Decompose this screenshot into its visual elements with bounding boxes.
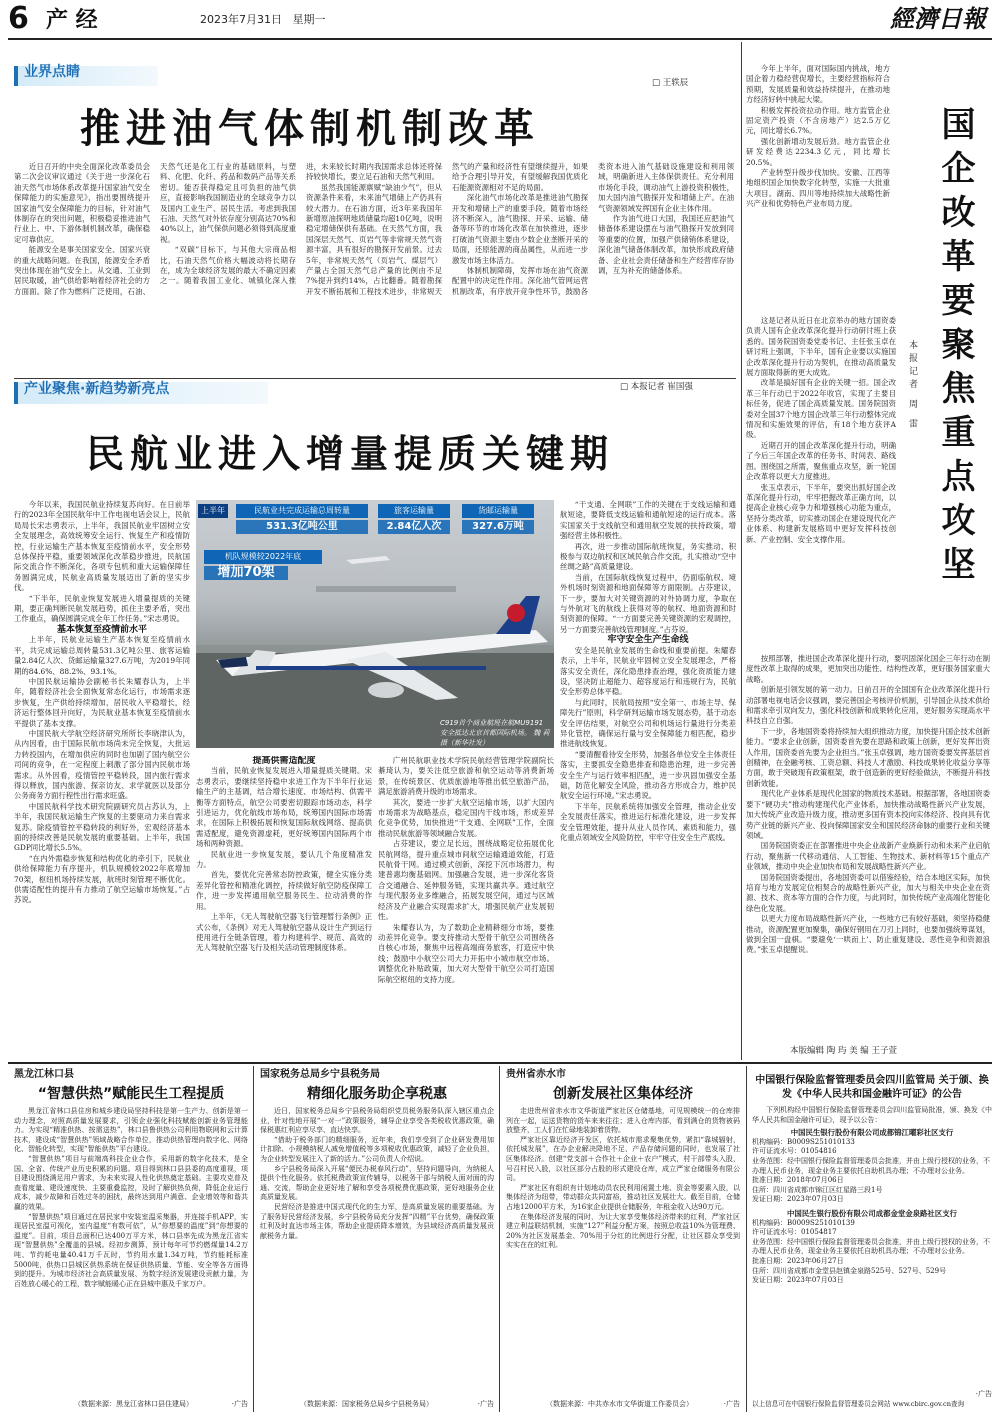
right-para: 这是记者从近日在北京举办的地方国资委负责人国有企业改革深化提升行动研讨班上获悉的。国务院国资委党委书记、主任张玉卓在研讨班上强调，下半年，国有企业要以实施国企改革深化提升行动为契机，在推动高质量发展方面取得新的更大成效。 (746, 316, 896, 378)
notice-entry-line: 业务范围：经中国银行保险监督管理委员会批准，并由上级行授权的业务，不办理人民币业务，现金业务主要依托自助机具办理；不办理对公业务。 (752, 1237, 990, 1256)
ads-divider-1 (253, 1066, 254, 1412)
right-para: 今年上半年，面对国际国内挑战，地方国企着力稳经营促增长，主要经营指标符合预期，发展质量和效益持续提升，在推动地方经济好转中挑起大梁。 (746, 64, 890, 105)
issue-date-group (200, 14, 326, 25)
top-para: “双碳”目标下，与其他大宗商品相比，石油天然气价格大幅波动将长期存在，成为全球经济发展的最大不确定因素之一。随着我国工业化、城镇化深入推进，未来较长时期内我国需求总体还将保持较快增长，要立足石油和天然气利用。 (160, 162, 442, 286)
top-para: 近日召开的中央全面深化改革委员会第二次会议审议通过《关于进一步深化石油天然气市场体系改革提升国家油气安全保障能力的实施意见》，指出要围绕提升国家油气安全保障能力的目标，针对油气体制存在的突出问题，积极稳妥推进油气行业上、中、下游体制机制改革，确保稳定可靠供应。 (14, 162, 150, 244)
main-subhead-safety: 牢守安全生产生命线 (607, 635, 689, 646)
photo-stat-2-label: 旅客运输量 (378, 504, 450, 518)
main-subhead-recovery: 基本恢复至疫情前水平 (56, 624, 147, 635)
top-para: 深化油气市场化改革是推进油气勘探开发和增储上产的重要手段。随着市场经济不断深入，油气勘探、开采、运输、储备等环节的市场化改革在加快推进，逐步打破油气资源主要由少数企业垄断开采的局面，还原能源的商品属性，从而进一步激发市场主体活力。 (452, 193, 588, 265)
main-para: 上半年，《无人驾驶航空器飞行管理暂行条例》正式公布，《条例》对无人驾驶航空器从设计生产到运行使用进行全链条管理，着力构建科学、规范、高效的无人驾驶航空器飞行及相关活动管理制度体系。 (196, 912, 372, 953)
ad-region: 贵州省赤水市 (506, 1069, 566, 1080)
top-byline: □ 王轶辰 (652, 78, 689, 88)
main-para: 与此同时，民航局按照“安全第一、市场主导、保障先行”原则，科学研判运输市场发展态势，基于动态安全评估结果，对航空公司和机场运行量进行分类差异化管控，确保运行量与安全保障能力相匹配，稳步推进航线恢复。 (560, 697, 736, 749)
notice-entry (752, 1128, 992, 1205)
main-para: 再次，进一步推动国际航班恢复，务实推动、积极参与双边航权和区域民航合作交流，扎实推动“空中丝绸之路”高质量建设。 (560, 541, 736, 572)
right-para: 张玉卓表示，下半年，要突出抓好国企改革深化提升行动，牢牢把握改革正确方向，以提高企业核心竞争力和增强核心功能为重点，坚持分类改革，切实推动国企在建设现代化产业体系、构建新发展格局中更好发挥科技创新、产业控制、安全支撑作用。 (746, 482, 896, 544)
issue-date: 2023年7月31日 (200, 13, 282, 26)
ad-mark: ·广告 (231, 1400, 248, 1408)
ad-xiangning-tax (260, 1068, 494, 1410)
right-column-divider (741, 42, 742, 1060)
notice-entry-line: 发证日期：2023年07月03日 (752, 1276, 844, 1285)
ad-mark: ·广告 (477, 1400, 494, 1408)
right-col-top-text (746, 64, 890, 314)
ad-heilongjiang (14, 1068, 248, 1410)
main-col-2 (196, 756, 372, 998)
main-headline: 民航业进入增量提质关键期 (86, 432, 615, 476)
ad-para: 在集体经济发展的同时，为让大家享受集体经济带来的红利，严家社区建立利益联结机制，实施“127”利益分配方案，按照总收益10%为管理费、20%为社区发展基金、70%用于分红的比例进行分配，让社区群众享受到实实在在的红利。 (506, 1212, 740, 1250)
main-subhead-supply: 提高供需适配度 (252, 756, 316, 766)
main-col-3 (378, 756, 554, 998)
notice-entry-name: 中国民生银行股份有限公司成都锦江曜彩社区支行 (790, 1128, 954, 1138)
ad-title: “智慧供热”赋能民生工程提质 (37, 1086, 225, 1102)
notice-footer: 以上信息可在中国银行保险监督管理委员会网站 www.cbirc.gov.cn查询 (752, 1400, 965, 1409)
notice-entry-line: 住所：四川省成都市锦江区红星路三段1号 (752, 1185, 883, 1194)
top-para: 虽然我国能源禀赋“缺油少气”，但从资源条件来看，未来油气增储上产仍具有较大潜力。在石油方面，近3年来我国年新增原油探明地质储量均超10亿吨，说明稳定增储保供有基础。在天然气方面，我国深层天然气、页岩气等非常规天然气资源丰富，具有很好的勘探开发前景。过去5年，非常规天然气（页岩气、煤层气）产量占全国天然气总产量的比例由不足7%提升到约14%，占比翻番。随着勘探开发不断拓展和工程技术进步，非常规天然气的产量和经济性有望继续提升，如果给予合理引导开发，有望缓解我国优质化石能源资源相对不足的局面。 (306, 162, 588, 296)
right-col-main-text (746, 316, 896, 652)
notice-entry-line: 业务范围：经中国银行保险监督管理委员会批准，并由上级行授权的业务，不办理人民币业务，现金业务主要依托自助机具办理；不办理对公业务。 (752, 1156, 990, 1175)
right-para: 按照部署，推进国企改革深化提升行动，要巩固深化国企三年行动在制度性改革上取得的成果，更加突出功能性、结构性改革，更好服务国家重大战略。 (746, 654, 990, 684)
right-para: 近期召开的国企改革深化提升行动，明确了今后三年国企改革的任务书、时间表、路线图。围绕国之所需，聚焦重点攻坚，新一轮国企改革将以更大力度推进。 (746, 440, 896, 482)
ad-body (260, 1107, 494, 1387)
main-section-tag: 产业聚焦·新趋势新亮点 (24, 381, 170, 397)
main-para: 今年以来，我国民航业持续复苏向好。在日前举行的2023年全国民航年中工作电视电话会议上，民航局局长宋志勇表示，上半年，我国民航业牢固树立安全发展理念，高效统筹安全运行、恢复生产和疫情防控，行业运输生产基本恢复至疫情前水平，安全形势总体保持平稳，重要领域深化改革稳步推进，民航国际交流合作不断深化，各项专包机和重大运输保障任务圆满完成，民航业高质量发展迈出了新的坚实步伐。 (14, 500, 190, 593)
right-para: 创新是引领发展的第一动力。日前召开的全国国有企业改革深化提升行动部署电视电话会议强调，要完善国企考核评价机制，引导国企从技术供给和需求牵引双向发力，强化科技创新和成果转化应用，更好服务实现高水平科技自立自强。 (746, 685, 990, 726)
notice-entry-line: 批准日期：2018年07月06日 (752, 1176, 844, 1185)
notice-entry-line: 批准日期：2023年06月27日 (752, 1256, 844, 1265)
main-byline: □ 本报记者 崔国强 (620, 382, 693, 392)
issue-weekday: 星期一 (292, 13, 326, 26)
right-para: 以更大力度布局战略性新兴产业，一些地方已有较好基础，须坚持稳健推动，资源配置更加聚集，确保好钢用在刀刃上同时，也要加强统筹谋划，做到全国一盘棋。“要避免‘一哄而上’、防止重复建设、恶性竞争和资源浪费。”张玉卓提醒说。 (746, 914, 990, 955)
main-para: 民航业进一步恢复发展，要认几个角度精准发力。 (196, 849, 372, 870)
right-para: 国务院国资委提出，各地国资委可以借鉴经验，结合本地区实际，加快培育与地方发展定位相契合的战略性新兴产业，加大与相关中央企业在资源、技术、资本等方面的合作力度，与此同时，加快传统产业高端化智能化绿色化发展。 (746, 872, 990, 913)
ad-para: “借助于税务部门的精细服务，近年来，我们享受到了企业研发费用加计扣除、小规模纳税人减免增值税等多项税收优惠政策，减轻了企业负担，为企业转型发展注入了新的活力。”公司负责人介绍说。 (260, 1135, 494, 1163)
main-photo (196, 500, 554, 748)
right-para: 改革是搞好国有企业的关键一招。国企改革三年行动已于2022年收官，实现了主要目标任务，促进了国企高质量发展。国务院国资委对全国37个地方国企改革三年行动整体完成情况和实施效果的评估，有18个地方获评A级。 (746, 378, 896, 440)
photo-stat-2-value: 2.84亿人次 (378, 520, 450, 534)
main-para: “要清醒看待安全形势，加强各单位安全主体责任落实，主要抓安全隐患排查和隐患治理，进一步完善安全生产与运行效率相匹配，进一步巩固加强安全基础，防范化解安全风险，推动各方形成合力，维护民航安全运行环境。”宋志勇说。 (560, 749, 736, 801)
notice-entry-line: 机构编码：B0009S251010133 (752, 1137, 855, 1146)
top-section-tag: 业界点睛 (24, 64, 80, 80)
page-number: 6 (8, 1, 29, 36)
photo-stat-3-value: 327.6万吨 (462, 520, 534, 534)
ad-para: “智慧供热”项目与前端高科技企业合作，采用新的数字化技术，是全国、全省、传统产业历史积累的问题。项目得到林口县县委的高度重视，项目建设围绕满足用户需求，为未来实现人性化供热奠定基础。主要攻克普及查看度量、建设速度快、主要重叠监控，及时了解供热负荷，降低企业运行成本，减少故障和百姓过冬的困扰，最终达到用户满意、企业增效等和谐共赢的效果。 (14, 1154, 248, 1211)
ad-para: 严家社区靠近经济开发区，依托城市需求聚集优势，紧扣“靠城辐射，依托城发展”，在办企业解决降地不足、产品存储问题的同时，也发展了社区集体经济。创建“党支部＋合作社＋企业＋农户”模式，村干部带头入股，号召村民入股，以社区部分占股的形式建设仓库，成立严家仓储服务有限公司。 (506, 1135, 740, 1183)
ad-title: 精细化服务助企享税惠 (307, 1086, 447, 1102)
ad-para: 近日，国家税务总局乡宁县税务局组织党员税务服务队深入辖区重点企业，针对性地开展“一对一”政策服务，辅导企业享受各类税收优惠政策，确保税惠红利应享尽享、直达快享。 (260, 1107, 494, 1135)
right-para: 国务院国资委正在部署推进中央企业战新产业焕新行动和未来产业启航行动，聚焦新一代移动通信、人工智能、生物技术、新材料等15个重点产业领域，推动中央企业加快布局和发展战略性新兴产业。 (746, 841, 990, 872)
right-feature-byline: 本报记者 周 雷 (907, 340, 917, 432)
main-para: 朱耀春认为，为了数助企业精耕细分市场，要推动差异化竞争。要支持推动大型骨干航空公司围绕各自核心市场，聚焦中远程高端商务旅客，打造应中快线；鼓励中小航空公司大力开拓中小城市航空市场。调整优化补贴政策，加大对大型骨干航空公司打造国际航空枢纽的支持力度。 (378, 922, 554, 984)
photo-caption: C919首个商业航班在航MU9191安全抵达北京首都国际机场。 魏 莉摄（新华社发） (440, 719, 550, 747)
main-para: 广州民航职业技术学院民航经营管理学院副院长綦琦认为，要关注低空旅游和航空运动等消费新场景，在传统景区、优质旅游地等推出低空旅游产品，满足旅游消费升级的市场需求。 (378, 756, 554, 797)
right-para: 下一步，各地国资委将持续加大组织推动力度，加快提升国企技术创新能力。“要求企业创新，国资委首先要在思路和政策上创新，更好发挥出资人作用，国资委首先要为企业担当。”张玉卓强调，地方国资委要发挥基层首创精神，在金融考核、工资总额、科技人才激励、科技成果转化收益分享等方面，敢于突破现有政策框架，敢于创造新的更好经验做法，不断提升科技创新效能。 (746, 726, 990, 788)
ad-mark: ·广告 (975, 1390, 992, 1398)
ad-mark: ·广告 (723, 1400, 740, 1408)
ad-body (506, 1107, 740, 1387)
notice-intro: 下列机构经中国银行保险监督管理委员会四川监管局批准，颁、换发《中华人民共和国金融许可证》，现予以公告： (752, 1106, 992, 1124)
ad-source: （数据来源：黑龙江省林口县住建局） (74, 1400, 193, 1408)
ad-bank-notice (752, 1068, 992, 1410)
notice-entry-line: 许可证流水号：01054817 (752, 1228, 837, 1237)
top-headline: 推进油气体制机制改革 (80, 106, 540, 152)
notice-entry (752, 1209, 992, 1286)
masthead-rule (8, 38, 992, 40)
top-article-body (14, 162, 734, 370)
top-para: 作为油气进口大国，我国还应把油气储备体系建设摆在与油气勘探开发放到同等重要的位置，加强产供储销体系建设，深化油气储备体制改革，加快形成政府储备、企业社会责任储备和生产经营库存协调，互为补充的储备体系。 (598, 214, 734, 276)
notice-entry-line: 住所：四川省成都市金堂县赵镇金泉路525号、527号、529号 (752, 1266, 947, 1275)
top-para: 体制机制障碍，发挥市场在油气资源配置中的决定性作用。深化油气管网运营机制改革，有序放开竞争性环节，鼓励各类资本进入油气基础设施建设和利用领域，明确新进入主体保供责任。充分利用市场化手段，调动油气上游投资积极性，加大国内油气勘探开发和增储上产。在油气资源领域发挥国有企业主体作用。 (452, 162, 734, 296)
main-para: 中国民航大学航空经济研究所所长李晓津认为，从内因看，由于国际民航市场尚未完全恢复，大批运力转投国内，在增加供应的同时也加剧了国内航空公司间的竞争，在一定程度上刺激了部分国内民航市场需求。从外因看，疫情管控平稳转段，国内旅行需求得以释放，国内旅游、探亲访友、求学就医以及部分公务商务方面行程性出行需求旺盛。 (14, 728, 190, 801)
ads-divider-2 (499, 1066, 500, 1412)
right-para: 产业转型升级步伐加快。安徽、江西等地组织国企加快数字化转型，实施一大批重大项目。湖南、四川等地持续加大战略性新兴产业和优势特色产业布局力度。 (746, 168, 890, 209)
main-para: 下半年，民航系统将加强安全管理，推动企业安全发展责任落实，推进运行标准化建设，进一步发挥安全管理效能，提升从业人员作风、素质和能力，强化重点领域安全风险防控，牢牢守住安全生产底线。 (560, 801, 736, 842)
ad-region: 国家税务总局乡宁县税务局 (260, 1069, 380, 1080)
right-feature-title: 国企改革要聚焦重点攻坚 (935, 106, 975, 590)
photo-compare-value: 增加70架 (204, 566, 288, 580)
main-para: 中国民航运输协会副秘书长朱耀春认为，上半年，随着经济社会全面恢复常态化运行，市场需求逐步恢复，生产供给持续增加，居民收入平稳增长，经济运行整体回升向好，为民航业基本恢复至疫情前水平提供了基本支撑。 (14, 676, 190, 728)
notice-entry-name: 中国民生银行股份有限公司成都金堂金泉路社区支行 (787, 1208, 957, 1218)
ad-para: “智慧供热”项目通过在居民家中安装室温采集器，并连接手机APP，实现居民室温可视化，室内温度“有数可依”，从“你想要的温度”到“你想要的温度”。目前，项目总面积已达400万平方米，林口县率先成为黑龙江省实现“智慧供热”全覆盖的县城。经初步测算，预计每年可节约燃煤量14.2万吨、节约耗电量40.41万千瓦时，节约用水量1.34万吨，节约能耗标准5000吨，供热口县城区供热系统在保证供热质量、节能、安全等各方面得到的提升。为城市经济社会高质量发展、为数字经济发展建设贡献力量，为百姓放心暖心的工程，数字赋能暖心正在县城中惠及千家万户。 (14, 1212, 248, 1288)
photo-stat-1-value: 531.3亿吨公里 (236, 520, 368, 534)
right-para: 现代化产业体系是现代化国家的物质技术基础。根据部署，各地国资委要下“硬功夫”推动构建现代化产业体系，加快推动战略性新兴产业发展，加大传统产业改造升级力度，推动更多国有资本投向实体经济、投向具有优势产业链的新兴产业、投向保障国家安全和国民经济命脉的重要行业和关键领域。 (746, 789, 990, 840)
ad-para: 严家社区有组织有计划地动员农民利用闲置土地、资金等要素入股，以集体经济为纽带，带动群众共同富裕，推动社区发展壮大。截至目前，仓储占地12000平方米，为16家企业提供仓储服务，年租金收入达90万元。 (506, 1183, 740, 1211)
photo-compare-label: 机队规模较2022年底 (204, 550, 322, 564)
main-col-1 (14, 500, 190, 998)
main-para: 占芬建议，要立足长远，围绕战略定位拓展优化民航网络，提升重点城市间航空运输通道效能，打造民航骨干网。通过模式创新，深挖下沉市场潜力，构建普惠均衡基础网。加强融合发展，进一步深化客货合交通融合、延伸服务链，实现共赢共享。通过航空与现代服务业多维融合，拓展发展空间，通过与区域经济及产业融合实现需求扩大，增强民航产业发展韧性。 (378, 839, 554, 922)
right-para: 积极发挥投资拉动作用。地方监管企业固定资产投资（不含房地产）达2.5万亿元，同比增长6.7%。 (746, 105, 890, 136)
ads-top-rule (8, 1062, 992, 1064)
main-para: “干支通、全网联”工作的关键在于支线运输和通航短途，要降低支线运输和通航短途的运行成本。落实国家关于支线航空和通用航空发展的扶持政策，增强经营主体积极性。 (560, 500, 736, 541)
ads-divider-3 (746, 1066, 747, 1412)
main-para: 上半年，民航业运输生产基本恢复至疫情前水平，共完成运输总周转量531.3亿吨公里、旅客运输量2.84亿人次、货邮运输量327.6万吨，为2019年同期的84.6%、88.2%、93.1%。 (14, 635, 190, 676)
ad-source: （数据来源：中共赤水市文华街道工作委员会） (546, 1400, 693, 1408)
right-col-wide-text (746, 654, 990, 1022)
ad-para: 走进贵州省赤水市文华街道严家社区仓储基地，可见规模统一的仓库排列在一起，运送货物的货车来来往往；进入仓库内部，看到满仓的货物被码放整齐，工人们在忙碌地装卸着货物。 (506, 1107, 740, 1135)
main-para: 当前，在国际航线恢复过程中，仍面临航权、境外机场时刻资源和地面保障等方面限制。占芬建议，下一步，要加大对关键资源的对外协调力度，争取在与外航对飞的航线上获得对等的航权、地面资源和时刻资源的保障。“一方面要完善关键资源的宏观调控，另一方面要完善航线管理制度。”占芬说。 (560, 572, 736, 634)
notice-entry-line: 许可证流水号：01054816 (752, 1147, 837, 1156)
right-para: 强化创新增动发展后劲。地方监管企业研发经费达2234.3亿元，同比增长20.5%。 (746, 136, 890, 167)
notice-entry-line: 发证日期：2023年07月03日 (752, 1195, 844, 1204)
notice-entry-line: 机构编码：B0009S251010139 (752, 1218, 855, 1227)
photo-stat-3-label: 货邮运输量 (462, 504, 534, 518)
ad-para: 黑龙江省林口县住房和城乡建设局坚持科技是第一生产力、创新是第一动力理念，对照高质量发展要求，引领企业强化科技赋能创新业务管理能力。为实现“精准供热、按需送热”，林口县鲁供热公司利用物联网和云计算技术，建设成“智慧供热”领域战略合作单位，推动供热管理向数字化、网络化、智能化转型，实现“智能供热”平台建设。 (14, 1107, 248, 1154)
main-col-4 (560, 500, 736, 998)
top-article-divider (14, 378, 736, 379)
airplane-illustration (196, 500, 554, 748)
ad-chishui (506, 1068, 740, 1410)
editor-credit: 本版编辑 陶 玙 美 编 王子萱 (790, 1046, 898, 1056)
main-para: 当前，民航业恢复发展进入增量提质关键期。宋志勇表示，要继续坚持稳中求进工作为下半年行业运输生产的主基调，结合增长速度、市场结构、供需平衡等方面特点，航空公司要密切跟踪市场动态，科学引进运力，优化航线市场布局，统筹国内国际市场需求，在国际上积极拓展和恢复国际航线网络、提高供需适配度，避免资源虚耗，更好统筹国内国际两个市场和两种资源。 (196, 766, 372, 849)
ad-para: 乡宁县税务局深入开展“便民办税春风行动”，坚持问题导向，为纳税人提供个性化服务。依托税费政策宣传辅导，以税务干部与纳税人面对面的沟通、交流，帮助企业更好地了解和享受各项税费优惠政策，更好地服务企业高质量发展。 (260, 1164, 494, 1202)
ad-title: 创新发展社区集体经济 (553, 1086, 693, 1102)
ad-region: 黑龙江林口县 (14, 1069, 74, 1080)
main-para: 中国民航科学技术研究院副研究员占苏认为，上半年，我国民航运输生产恢复的主要驱动力来自需求复苏。除疫情管控平稳转段的利好外，宏观经济基本面的持续改善是民航发展的重要基础。上半年，我国GDP同比增长5.5%。 (14, 801, 190, 853)
top-para: 能源安全是事关国家安全、国家兴衰的重大战略问题。在我国，能源安全矛盾突出体现在油气安全上。从交通、工业到居民取暖，油气供给影响着经济社会的方方面面。除了作为燃料广泛使用，石油、天然气还是化工行业的基础原料，与塑料、化肥、化纤、药品和数码产品等关系密切。能否获得稳定且可负担的油气供应，直接影响我国制造业的全球竞争力以及国内工业生产、居民生活。考虑到我国石油、天然气对外依存度分别高达70%和40%以上，油气保供问题必须得到高度重视。 (14, 162, 296, 296)
main-para: 首先，要优化完善常态防控政策，健全实施分类差异化管控和精准化调控，持续做好航空防疫保障工作，进一步发挥通用航空服务民生、拉动消费的作用。 (196, 870, 372, 911)
main-para: “在内外需稳步恢复和结构优化的牵引下，民航业供给保障能力有序提升，机队规模较2022年底增加70架，枢纽机场持续发展，航班时刻管理不断优化。供需适配性的提升有力推动了航空运输市场恢复。”占苏说。 (14, 853, 190, 905)
paper-logo: 經濟日報 (890, 4, 986, 33)
photo-halfyear-badge: 上半年 (198, 504, 228, 518)
ad-para: 民营经济是推进中国式现代化的生力军，是高质量发展的重要基础。为了服务好民营经济发展，乡宁县税务局充分发挥“四精”平台优势，确保政策红利及时直达市场主体，帮助企业提质降本增效，为县域经济高质量发展贡献税务力量。 (260, 1202, 494, 1240)
ad-body (14, 1107, 248, 1387)
photo-stat-1-label: 民航业共完成运输总周转量 (236, 504, 368, 518)
notice-title: 中国银行保险监督管理委员会四川监管局 关于颁、换发《中华人民共和国金融许可证》的公告 (755, 1075, 989, 1100)
section-name: 产 经 (46, 7, 98, 33)
main-para: 其次，要进一步扩大航空运输市场，以扩大国内市场需求为战略基点，稳定国内干线市场，形成差异化竞争优势，加快推进“干支通、全网联”工作，全面推动民航旅游等领域融合发展。 (378, 797, 554, 838)
main-para: “下半年，民航业恢复发展进入增量提质的关键期，要正确判断民航发展趋势，抓住主要矛盾，突出工作重点，确保圆满完成全年工作任务。”宋志勇说。 (14, 593, 190, 624)
main-para: 安全是民航业发展的生命线和重要前提。朱耀春表示，上半年，民航业牢固树立安全发展理念，严格落实安全责任，深化隐患排查治理，强化资质能力建设，坚决防止超能力、超容度运行和违规行为，民航安全形势总体平稳。 (560, 645, 736, 697)
ad-source: （数据来源：国家税务总局乡宁县税务局） (300, 1400, 433, 1408)
